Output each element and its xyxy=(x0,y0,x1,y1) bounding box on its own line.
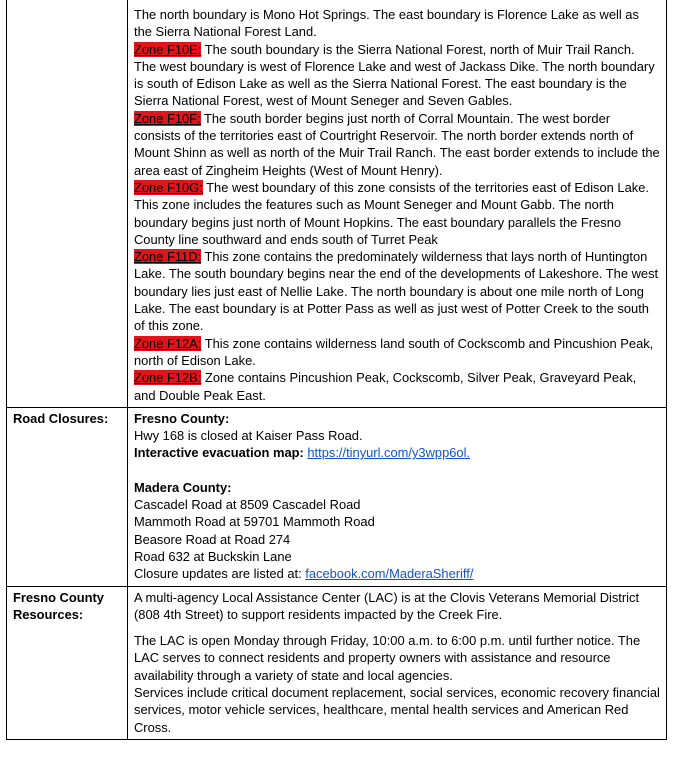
lac-location-paragraph: A multi-agency Local Assistance Center (LAC) is at the Clovis Veterans Memorial District (808 4th Street) to support residents impacted by the Creek Fire. xyxy=(134,589,640,622)
spacer xyxy=(134,462,660,479)
fresno-closure-line: Hwy 168 is closed at Kaiser Pass Road. xyxy=(134,428,363,444)
zone-f12a xyxy=(134,335,660,370)
zone-f12b xyxy=(134,369,660,404)
madera-sheriff-link[interactable]: facebook.com/MaderaSheriff/ xyxy=(305,566,474,582)
zone-text: This zone contains the predominately wilderness that lays north of Huntington Lake. The south boundary begins near the end of the developments of Lakeshore. The west boundary lies just east of Nellie Lake. The north boundary is about one mile north of Long Lake. The east boundary is at Potter Pass as well as just west of Potter Creek to the south of this zone. xyxy=(134,249,659,334)
resources-row xyxy=(7,586,667,739)
road-closures-row xyxy=(7,407,667,586)
resources-label-line1: Fresno County xyxy=(13,589,104,605)
zone-text: The south border begins just north of Corral Mountain. The west border consists of the territories east of Courtright Reservoir. The north border extends north of Mount Shinn as well as north of the Muir Trail Ranch. The east border extends to include the area east of Zingheim Heights (West of Mount Henry). xyxy=(134,110,660,178)
spacer xyxy=(134,623,660,632)
zones-description-cell xyxy=(128,0,667,407)
resources-label-line2: Resources: xyxy=(13,606,84,622)
madera-road-item: Beasore Road at Road 274 xyxy=(134,531,291,547)
evacuation-map-line xyxy=(134,444,660,461)
evacuation-map-label: Interactive evacuation map: xyxy=(134,445,304,461)
info-table xyxy=(6,0,667,740)
zone-f11d xyxy=(134,248,660,334)
closure-updates-text: Closure updates are listed at: xyxy=(134,566,306,582)
zone-tag: Zone F11D: xyxy=(134,249,202,265)
zone-f10f xyxy=(134,110,660,179)
closure-updates-line xyxy=(134,565,660,582)
lac-services-paragraph: Services include critical document replacement, social services, economic recovery financial services, motor vehicle services, healthcare, mental health services and American Red Cross. xyxy=(134,684,660,735)
zone-f10g xyxy=(134,179,660,248)
zone-tag: Zone F10G: xyxy=(134,179,203,195)
madera-road-item: Mammoth Road at 59701 Mammoth Road xyxy=(134,514,375,530)
zone-text: The west boundary of this zone consists of the territories east of Edison Lake. This zone includes the features such as Mount Seneger and Mount Gabb. The north boundary begins just north of Mount Hopkins. The east boundary parallels the Fresno County line southward and ends south of Turret Peak xyxy=(134,179,649,247)
zone-intro-text: The north boundary is Mono Hot Springs. The east boundary is Florence Lake as well as the Sierra National Forest Land. xyxy=(134,7,639,40)
zone-tag: Zone F12B: xyxy=(134,370,202,386)
lac-hours-paragraph: The LAC is open Monday through Friday, 10:00 a.m. to 6:00 p.m. until further notice. The LAC serves to connect residents and property owners with assistance and resource availability through a variety of state and local agencies. xyxy=(134,633,641,683)
road-closures-label: Road Closures: xyxy=(7,407,128,586)
madera-road-item: Cascadel Road at 8509 Cascadel Road xyxy=(134,497,361,513)
zones-row xyxy=(7,0,667,407)
evacuation-map-link[interactable]: https://tinyurl.com/y3wpp6ol. xyxy=(307,445,471,461)
resources-label xyxy=(7,586,128,739)
madera-road-item: Road 632 at Buckskin Lane xyxy=(134,548,292,564)
zone-tag: Zone F10F: xyxy=(134,110,201,126)
madera-county-heading: Madera County: xyxy=(134,479,232,495)
zone-tag: Zone F10E: xyxy=(134,41,202,57)
road-closures-cell xyxy=(128,407,667,586)
zones-row-label-cell xyxy=(7,0,128,407)
zone-f10e xyxy=(134,41,660,110)
zone-text: The south boundary is the Sierra National Forest, north of Muir Trail Ranch. The west boundary is west of Florence Lake and west of Jackass Dike. The north boundary is south of Edison Lake as well as the Sierra National Forest. The east boundary is the Sierra National Forest, west of Mount Seneger and Seven Gables. xyxy=(134,41,655,109)
fresno-county-heading: Fresno County: xyxy=(134,410,230,426)
zone-tag: Zone F12A: xyxy=(134,335,202,351)
resources-cell xyxy=(128,586,667,739)
zone-text: This zone contains wilderness land south of Cockscomb and Pincushion Peak, north of Edison Lake. xyxy=(134,335,654,368)
zone-text: Zone contains Pincushion Peak, Cockscomb, Silver Peak, Graveyard Peak, and Double Peak East. xyxy=(134,370,637,403)
